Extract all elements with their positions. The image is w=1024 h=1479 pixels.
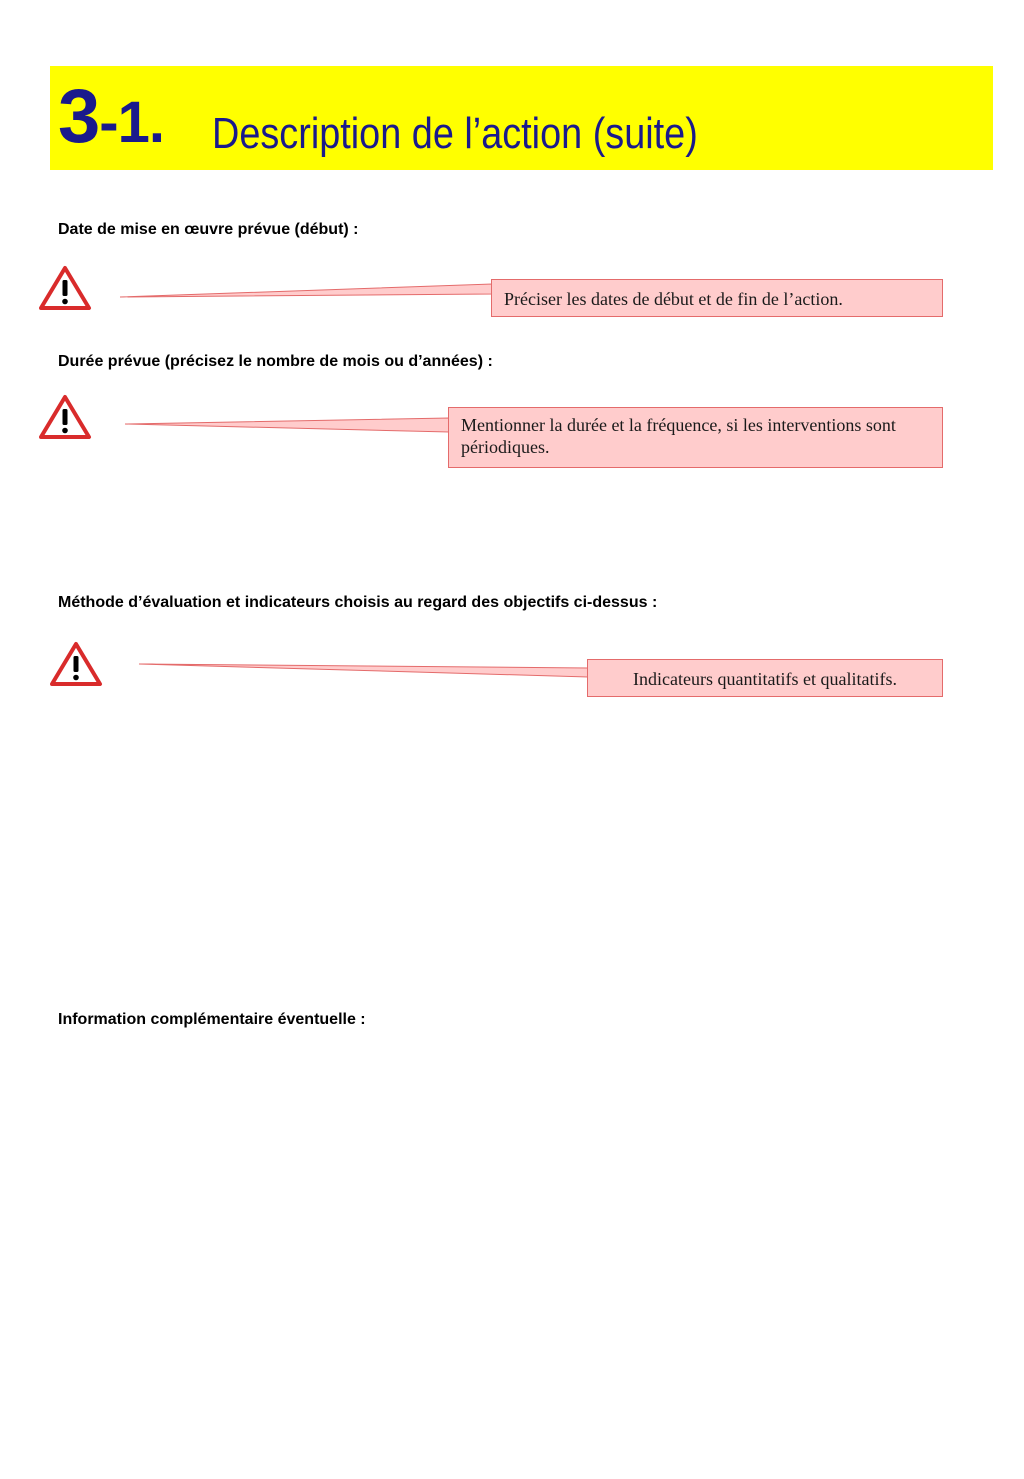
warning-triangle-icon — [38, 394, 92, 440]
section-number — [58, 72, 164, 162]
callout-note-indicators-text: Indicateurs quantitatifs et qualitatifs. — [633, 669, 897, 689]
duration-label: Durée prévue (précisez le nombre de mois ou d’années) : — [58, 353, 493, 370]
callout-note-duration-text: Mentionner la durée et la fréquence, si les interventions sont périodiques. — [461, 415, 896, 457]
callout-note-indicators — [587, 659, 943, 697]
warning-triangle-icon — [49, 641, 103, 687]
callout-pointer-indicators — [139, 664, 588, 677]
evaluation-label: Méthode d’évaluation et indicateurs choisis au regard des objectifs ci-dessus : — [58, 594, 658, 611]
section-number-main: 3 — [58, 74, 100, 159]
section-number-sub: -1. — [99, 90, 164, 155]
callout-pointer-duration — [125, 418, 449, 432]
section-header — [50, 66, 993, 170]
callout-pointer-dates — [120, 284, 492, 297]
callout-note-dates-text: Préciser les dates de début et de fin de l’action. — [504, 289, 843, 309]
section-title: Description de l’action (suite) — [212, 109, 698, 158]
additional-info-label: Information complémentaire éventuelle : — [58, 1011, 366, 1028]
start-date-label: Date de mise en œuvre prévue (début) : — [58, 221, 359, 238]
warning-triangle-icon — [38, 265, 92, 311]
callout-note-dates — [491, 279, 943, 317]
callout-note-duration — [448, 407, 943, 468]
